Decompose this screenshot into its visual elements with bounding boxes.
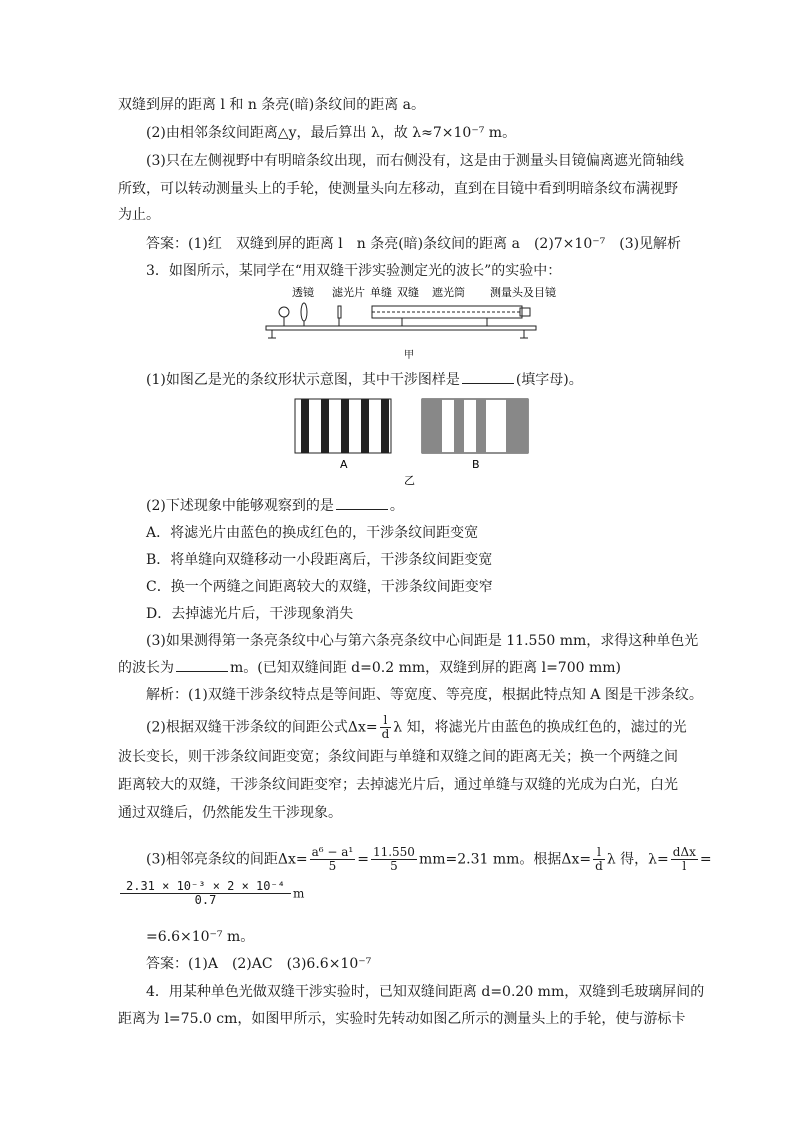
text-line: 所致，可以转动测量头上的手轮，使测量头向左移动，直到在目镜中看到明暗条纹布满视野 bbox=[118, 181, 678, 197]
pattern-b-label: B bbox=[472, 458, 480, 471]
option-d: D．去掉滤光片后，干涉现象消失 bbox=[146, 606, 354, 622]
tube-label: 遮光筒 bbox=[432, 286, 465, 299]
solution-6-mid3: λ 得，λ= bbox=[606, 851, 669, 868]
question-4-cont: 距离为 l=75.0 cm，如图甲所示，实验时先转动如图乙所示的测量头上的手轮，使与游标卡 bbox=[118, 1011, 686, 1027]
question-1-tail: (填字母)。 bbox=[515, 372, 583, 388]
text-line: 为止。 bbox=[118, 207, 160, 223]
solution-3: 波长变长，则干涉条纹间距变宽；条纹间距与单缝和双缝之间的距离无关；换一个两缝之间 bbox=[118, 749, 678, 765]
question-4: 4．用某种单色光做双缝干涉实验时，已知双缝间距离 d=0.20 mm，双缝到毛玻璃屏间的 bbox=[146, 984, 705, 1000]
question-3b-text: 的波长为 bbox=[118, 660, 174, 676]
answer-line: 答案：(1)A (2)AC (3)6.6×10⁻⁷ bbox=[146, 956, 372, 972]
solution-2-post: λ 知，将滤光片由蓝色的换成红色的，滤过的光 bbox=[393, 719, 687, 736]
answer-line: 答案：(1)红 双缝到屏的距离 l n 条亮(暗)条纹间的距离 a (2)7×10⁻⁷ (3)见解析 bbox=[146, 236, 682, 252]
question-1-text: (1)如图乙是光的条纹形状示意图，其中干涉图样是 bbox=[146, 372, 460, 388]
text-line: (2)由相邻条纹间距离△y，最后算出 λ，故 λ≈7×10⁻⁷ m。 bbox=[146, 125, 517, 141]
figure-caption-yi: 乙 bbox=[404, 474, 415, 487]
filter-label: 滤光片 bbox=[332, 286, 365, 299]
equals: = bbox=[357, 851, 369, 868]
pattern-a bbox=[295, 399, 391, 453]
eyepiece-label: 测量头及目镜 bbox=[490, 286, 556, 299]
solution-6-pre: (3)相邻亮条纹的间距Δx= bbox=[146, 851, 308, 868]
fraction-l-over-d: $\frac{l}{d}$ bbox=[381, 713, 390, 741]
solution-1: 解析：(1)双缝干涉条纹特点是等间距、等宽度、等亮度，根据此特点知 A 图是干涉条纹。 bbox=[146, 687, 703, 703]
fraction-d: $\frac{\text{dΔx}}{l}$ bbox=[672, 845, 696, 873]
question-3b-tail: m。(已知双缝间距 d=0.2 mm，双缝到屏的距离 l=700 mm) bbox=[230, 660, 621, 676]
option-a: A．将滤光片由蓝色的换成红色的，干涉条纹间距变宽 bbox=[146, 525, 479, 541]
solution-6 bbox=[146, 846, 712, 873]
lens-label: 透镜 bbox=[292, 286, 314, 299]
fraction-big: $\frac{\text{2.31 × 10⁻³ × 2 × 10⁻⁴}}{0.7}$ bbox=[120, 880, 291, 907]
fraction-b: $\frac{11.550}{5}$ bbox=[372, 845, 415, 873]
solution-4: 距离较大的双缝，干涉条纹间距变窄；去掉滤光片后，通过单缝与双缝的光成为白光，白光 bbox=[118, 777, 678, 793]
solution-2-pre: (2)根据双缝干涉条纹的间距公式Δx= bbox=[146, 719, 378, 736]
question-title: 3．如图所示，某同学在“用双缝干涉实验测定光的波长”的实验中： bbox=[146, 263, 562, 279]
option-b: B．将单缝向双缝移动一小段距离后，干涉条纹间距变宽 bbox=[146, 552, 493, 568]
fraction-c: $\frac{l}{d}$ bbox=[595, 845, 603, 873]
pattern-a-label: A bbox=[340, 458, 348, 471]
solution-6-mid: mm=2.31 mm。根据Δx= bbox=[418, 851, 592, 868]
solution-8: =6.6×10⁻⁷ m。 bbox=[146, 929, 255, 945]
figure-caption-jia: 甲 bbox=[404, 350, 414, 361]
question-1 bbox=[146, 371, 583, 389]
answer-blank[interactable] bbox=[462, 371, 514, 384]
text-line: (3)只在左侧视野中有明暗条纹出现，而右侧没有，这是由于测量头目镜偏离遮光筒轴线 bbox=[146, 153, 684, 169]
unit-m: m bbox=[292, 886, 305, 901]
question-2 bbox=[146, 497, 404, 515]
double-slit-label: 双缝 bbox=[397, 286, 419, 299]
fringe-figure bbox=[292, 396, 542, 486]
option-c: C．换一个两缝之间距离较大的双缝，干涉条纹间距变窄 bbox=[146, 579, 493, 595]
solution-7 bbox=[118, 880, 304, 907]
apparatus-figure bbox=[262, 282, 556, 362]
solution-5: 通过双缝后，仍然能发生干涉现象。 bbox=[118, 805, 342, 821]
question-2-tail: 。 bbox=[389, 498, 404, 514]
answer-blank[interactable] bbox=[336, 497, 388, 510]
text-line: 双缝到屏的距离 l 和 n 条亮(暗)条纹间的距离 a。 bbox=[118, 97, 426, 113]
pattern-b bbox=[422, 399, 528, 453]
question-3-cont bbox=[118, 659, 621, 677]
fraction-a: $\frac{\text{a⁶ − a¹}}{5}$ bbox=[311, 845, 354, 873]
question-3: (3)如果测得第一条亮条纹中心与第六条亮条纹中心间距是 11.550 mm，求得这种单色光 bbox=[146, 633, 699, 649]
single-slit-label: 单缝 bbox=[370, 286, 392, 299]
answer-blank[interactable] bbox=[176, 659, 228, 672]
question-2-text: (2)下述现象中能够观察到的是 bbox=[146, 498, 334, 514]
solution-2 bbox=[146, 714, 687, 741]
equals: = bbox=[699, 851, 712, 868]
